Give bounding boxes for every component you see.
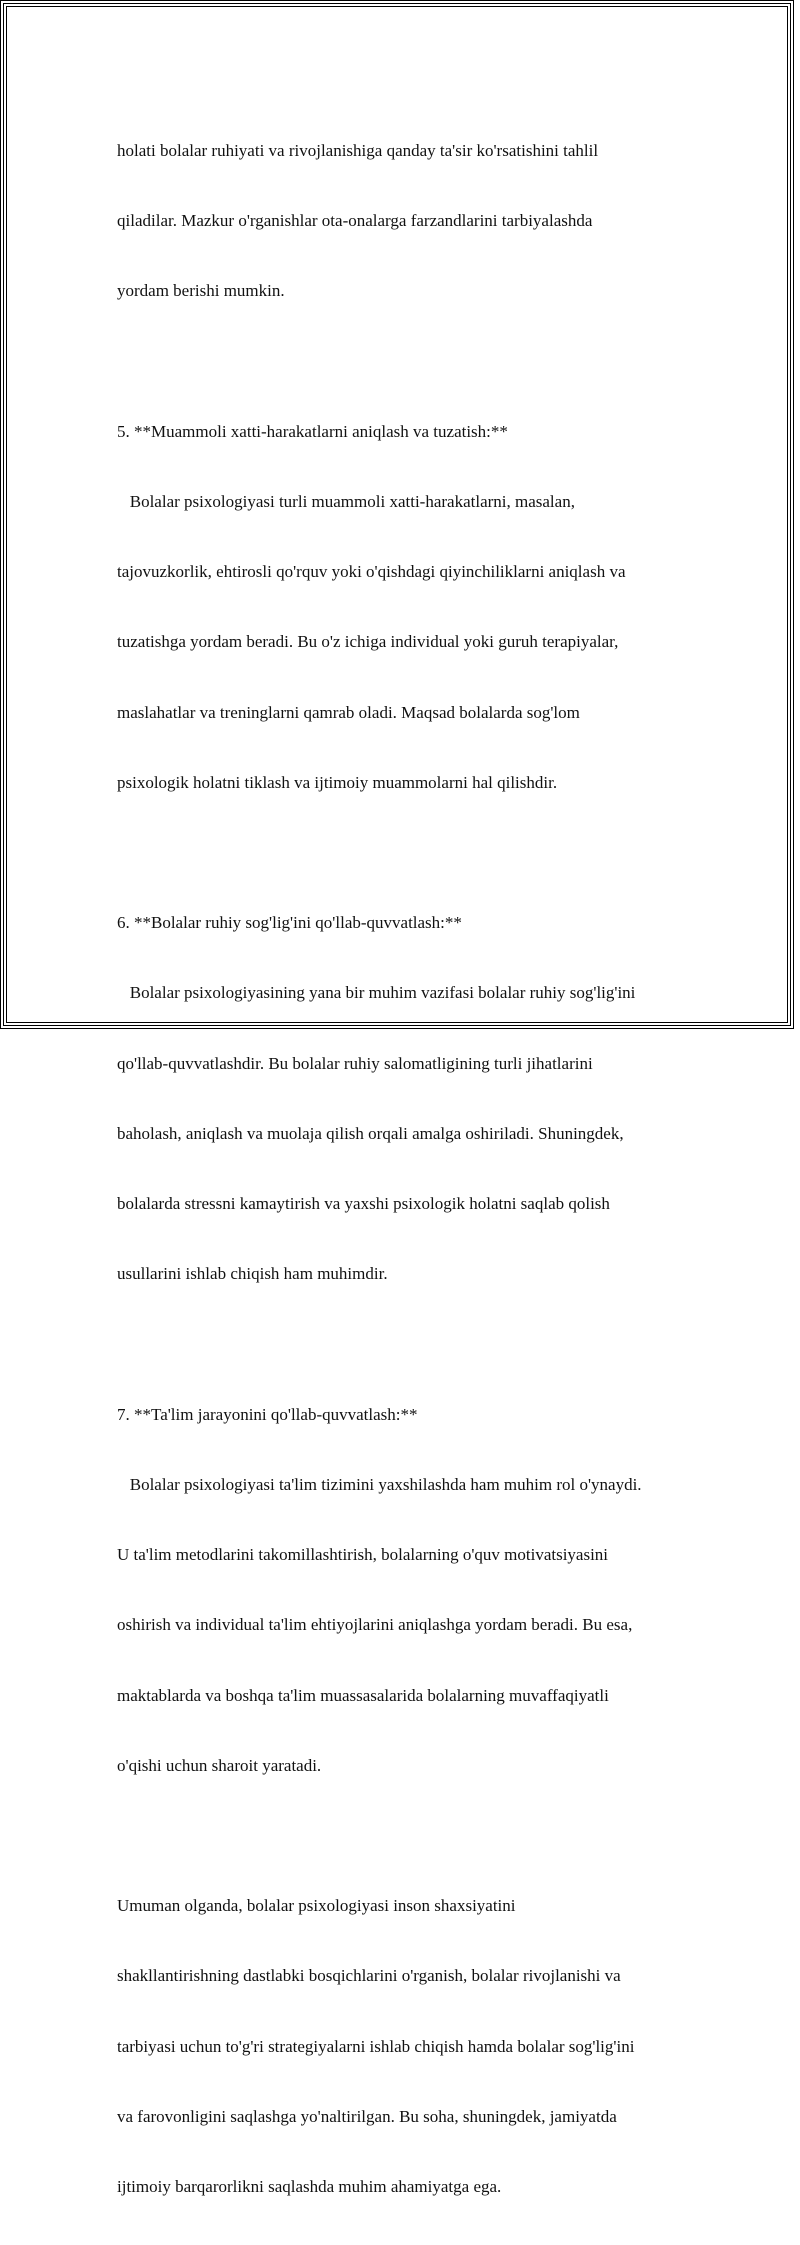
section-7	[117, 1356, 697, 1824]
section-heading: 5. **Muammoli xatti-harakatlarni aniqlash va tuzatish:**	[117, 421, 508, 441]
text-line: qo'llab-quvvatlashdir. Bu bolalar ruhiy salomatligining turli jihatlarini	[117, 1053, 593, 1073]
text-line: holati bolalar ruhiyati va rivojlanishiga qanday ta'sir ko'rsatishini tahlil	[117, 140, 599, 160]
text-line: Bolalar psixologiyasining yana bir muhim vazifasi bolalar ruhiy sog'lig'ini	[117, 983, 636, 1003]
paragraph-gap	[117, 349, 697, 372]
text-line: yordam berishi mumkin.	[117, 281, 285, 301]
text-line: va farovonligini saqlashga yo'naltirilgan. Bu soha, shuningdek, jamiyatda	[117, 2106, 617, 2126]
text-line: tuzatishga yordam beradi. Bu o'z ichiga individual yoki guruh terapiyalar,	[117, 632, 619, 652]
section-heading: 7. **Ta'lim jarayonini qo'llab-quvvatlash:**	[117, 1404, 418, 1424]
text-line: bolalarda stressni kamaytirish va yaxshi psixologik holatni saqlab qolish	[117, 1194, 610, 1214]
text-line: o'qishi uchun sharoit yaratadi.	[117, 1755, 322, 1775]
paragraph-gap	[117, 1824, 697, 1847]
text-line: baholash, aniqlash va muolaja qilish orqali amalga oshiriladi. Shuningdek,	[117, 1123, 624, 1143]
text-line: maslahatlar va treninglarni qamrab oladi. Maqsad bolalarda sog'lom	[117, 702, 580, 722]
conclusion-paragraph	[117, 1847, 697, 2245]
text-line: shakllantirishning dastlabki bosqichlarini o'rganish, bolalar rivojlanishi va	[117, 1966, 621, 1986]
text-line: oshirish va individual ta'lim ehtiyojlarini aniqlashga yordam beradi. Bu esa,	[117, 1615, 633, 1635]
paragraph-gap	[117, 1333, 697, 1356]
text-line: tajovuzkorlik, ehtirosli qo'rquv yoki o'qishdagi qiyinchiliklarni aniqlash va	[117, 562, 626, 582]
text-line: Umuman olganda, bolalar psixologiyasi inson shaxsiyatini	[117, 1896, 516, 1916]
text-line: ijtimoiy barqarorlikni saqlashda muhim ahamiyatga ega.	[117, 2177, 502, 2197]
text-line: tarbiyasi uchun to'g'ri strategiyalarni ishlab chiqish hamda bolalar sog'lig'ini	[117, 2036, 635, 2056]
text-line: psixologik holatni tiklash va ijtimoiy muammolarni hal qilishdir.	[117, 772, 558, 792]
intro-paragraph	[117, 92, 697, 349]
text-line: Bolalar psixologiyasi ta'lim tizimini yaxshilashda ham muhim rol o'ynaydi.	[117, 1474, 642, 1494]
section-6	[117, 864, 697, 1332]
section-heading: 6. **Bolalar ruhiy sog'lig'ini qo'llab-quvvatlash:**	[117, 913, 462, 933]
text-line: maktablarda va boshqa ta'lim muassasalarida bolalarning muvaffaqiyatli	[117, 1685, 609, 1705]
text-line: U ta'lim metodlarini takomillashtirish, bolalarning o'quv motivatsiyasini	[117, 1545, 609, 1565]
section-5	[117, 373, 697, 841]
text-line: Bolalar psixologiyasi turli muammoli xatti-harakatlarni, masalan,	[117, 491, 575, 511]
document-body	[117, 92, 697, 2245]
text-line: qiladilar. Mazkur o'rganishlar ota-onalarga farzandlarini tarbiyalashda	[117, 211, 593, 231]
text-line: usullarini ishlab chiqish ham muhimdir.	[117, 1264, 388, 1284]
paragraph-gap	[117, 841, 697, 864]
